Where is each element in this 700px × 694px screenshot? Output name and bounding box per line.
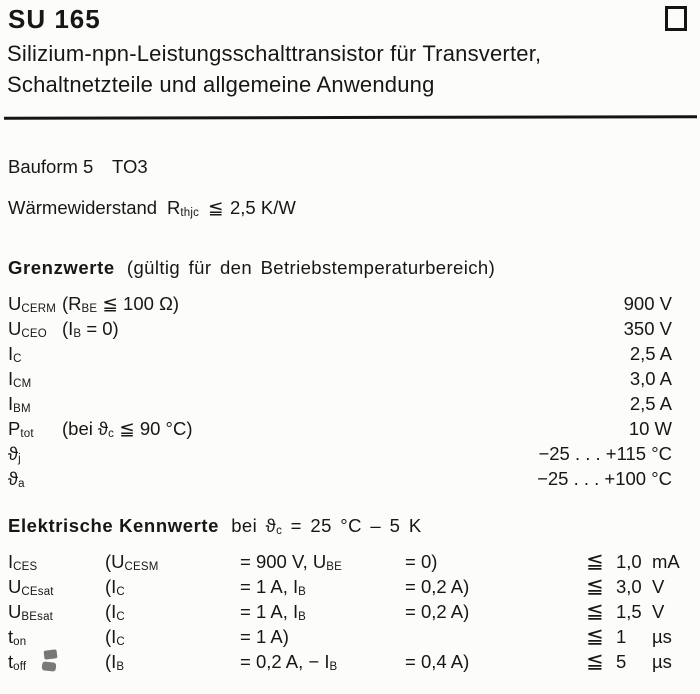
row-limit-unit: µs: [652, 626, 672, 647]
table-row: [8, 391, 692, 416]
row-symbol: UCEsat: [8, 576, 54, 598]
row-symbol: IC: [8, 343, 22, 365]
row-symbol: ϑj: [8, 443, 21, 465]
row-limit-number: 1,0: [616, 551, 642, 572]
package-label: Bauform 5: [8, 156, 94, 177]
row-symbol: ton: [8, 626, 27, 648]
row-condition-value: = 1 A, IB: [240, 601, 306, 623]
table-row: [8, 416, 692, 441]
row-symbol: Ptot: [8, 418, 34, 440]
subtitle-line-1: Silizium-npn-Leistungsschalttransistor für Transverter,: [7, 41, 542, 66]
ink-smudge-icon: [42, 650, 62, 673]
limits-table: [8, 291, 692, 491]
table-row: [8, 466, 692, 491]
less-equal-sign: ≦: [586, 574, 604, 598]
row-value: 900 V: [623, 293, 672, 314]
electrical-heading-note: bei ϑc = 25 °C – 5 K: [231, 515, 422, 537]
row-symbol: UCERM: [8, 293, 57, 315]
row-value: 350 V: [623, 318, 672, 339]
table-row: [8, 441, 692, 466]
table-row: [8, 341, 692, 366]
row-value: 2,5 A: [629, 393, 672, 414]
table-row: [8, 599, 700, 624]
less-equal-sign: ≦: [586, 549, 604, 573]
row-limit-unit: V: [652, 601, 665, 622]
row-symbol: IBM: [8, 393, 31, 415]
package-line: [8, 155, 148, 179]
row-symbol: UCEO: [8, 318, 47, 340]
electrical-table: [8, 549, 700, 674]
thermal-symbol: Rthjc: [167, 197, 200, 219]
row-value: −25 . . . +115 °C: [538, 443, 672, 464]
row-condition-value: = 1 A): [240, 626, 289, 647]
row-condition-end: = 0,2 A): [405, 576, 470, 597]
limits-section-heading: [8, 256, 495, 280]
ink-smudge-blob: [44, 649, 58, 660]
row-symbol: toff: [8, 651, 27, 673]
package-value: TO3: [112, 156, 148, 177]
row-limit-number: 1,5: [616, 601, 642, 622]
row-condition-param: (IC: [105, 576, 125, 598]
row-condition-end: = 0): [405, 551, 438, 572]
limits-heading-text: Grenzwerte: [8, 257, 115, 278]
ink-smudge-blob: [42, 661, 57, 671]
row-condition-end: = 0,2 A): [405, 601, 470, 622]
table-row: [8, 549, 700, 574]
row-value: 2,5 A: [629, 343, 672, 364]
thermal-resistance-line: [8, 196, 692, 220]
row-condition-end: = 0,4 A): [405, 651, 470, 672]
less-equal-sign: ≦: [586, 649, 604, 673]
electrical-section-heading: [8, 514, 422, 543]
row-condition-value: = 900 V, UBE: [240, 551, 342, 573]
row-limit-number: 3,0: [616, 576, 642, 597]
row-limit-unit: µs: [652, 651, 672, 672]
row-value: 3,0 A: [629, 368, 672, 389]
row-condition: (IB = 0): [62, 318, 119, 340]
row-condition-param: (UCESM: [105, 551, 159, 573]
row-symbol: ϑa: [8, 468, 25, 490]
row-condition-param: (IC: [105, 626, 125, 648]
row-value: −25 . . . +100 °C: [537, 468, 672, 489]
row-condition: (RBE ≦ 100 Ω): [62, 293, 180, 315]
row-symbol: UBEsat: [8, 601, 54, 623]
row-limit-number: 1: [616, 626, 627, 647]
electrical-heading-text: Elektrische Kennwerte: [8, 515, 220, 536]
table-row: [8, 624, 700, 649]
table-row: [8, 316, 692, 341]
page-title: SU 165: [8, 4, 101, 34]
subtitle-line-2: Schaltnetzteile und allgemeine Anwendung: [7, 72, 435, 97]
row-condition-param: (IB: [105, 651, 125, 673]
row-limit-unit: V: [652, 576, 665, 597]
row-condition: (bei ϑc ≦ 90 °C): [62, 418, 193, 440]
table-row: [8, 366, 692, 391]
page-subtitle: [7, 38, 541, 100]
thermal-label: Wärmewiderstand: [8, 197, 158, 218]
row-symbol: ICM: [8, 368, 32, 390]
table-row: [8, 649, 700, 674]
horizontal-rule: [4, 115, 697, 119]
row-condition-value: = 0,2 A, − IB: [240, 651, 338, 673]
table-row: [8, 574, 700, 599]
row-value: 10 W: [628, 418, 672, 439]
less-equal-sign: ≦: [586, 624, 604, 648]
row-limit-number: 5: [616, 651, 627, 672]
row-symbol: ICES: [8, 551, 38, 573]
table-row: [8, 291, 692, 316]
row-condition-value: = 1 A, IB: [240, 576, 306, 598]
thermal-value: 2,5 K/W: [230, 197, 296, 218]
row-limit-unit: mA: [652, 551, 680, 572]
thermal-relation: ≦: [208, 197, 224, 218]
empty-checkbox-icon: [665, 6, 687, 31]
less-equal-sign: ≦: [586, 599, 604, 623]
row-condition-param: (IC: [105, 601, 125, 623]
limits-heading-note: (gültig für den Betriebstemperaturbereich): [126, 257, 496, 278]
